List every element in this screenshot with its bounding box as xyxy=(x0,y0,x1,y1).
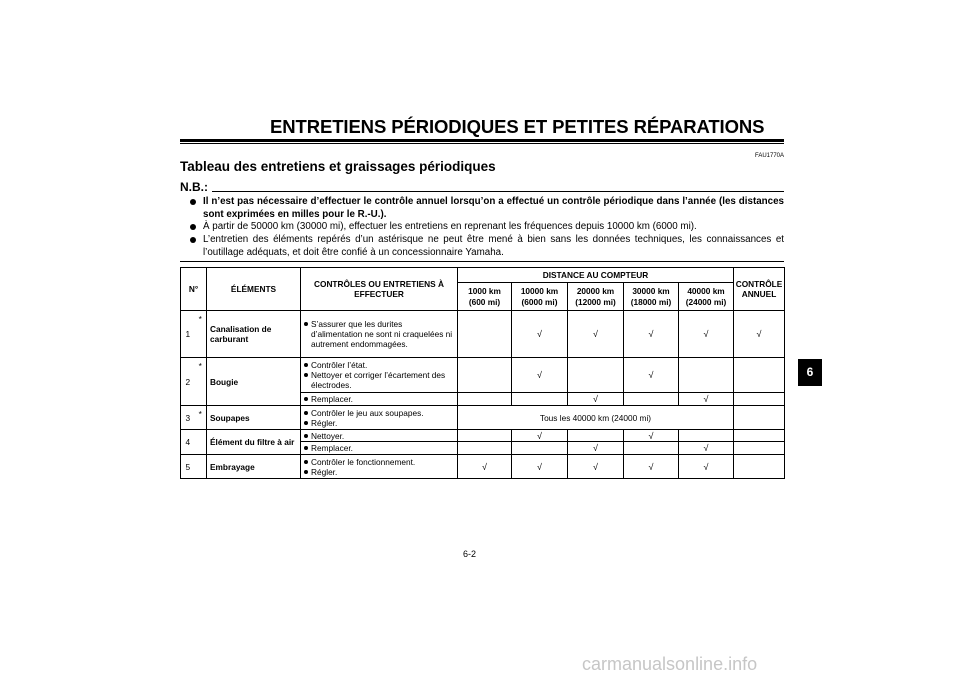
action-item: Nettoyer et corriger l’écartement des électrodes. xyxy=(301,370,455,390)
row-actions xyxy=(301,442,458,455)
check-cell xyxy=(679,358,734,393)
note-item xyxy=(190,195,784,221)
row-star: * xyxy=(195,311,207,358)
check-cell: √ xyxy=(679,393,734,406)
table-row xyxy=(181,406,785,430)
action-item: Nettoyer. xyxy=(301,431,455,441)
table-row xyxy=(181,311,785,358)
check-cell: √ xyxy=(624,430,679,442)
action-item: Remplacer. xyxy=(301,443,455,453)
header-km xyxy=(458,283,512,311)
check-cell xyxy=(568,358,624,393)
check-cell: √ xyxy=(568,311,624,358)
check-cell xyxy=(458,311,512,358)
row-star xyxy=(195,455,207,479)
header-distance: DISTANCE AU COMPTEUR xyxy=(458,268,734,283)
watermark: carmanualsonline.info xyxy=(582,654,758,674)
reference-code: FAU1770A xyxy=(755,153,785,159)
check-cell xyxy=(568,430,624,442)
action-item: Contrôler le jeu aux soupapes. xyxy=(301,408,455,418)
check-cell: √ xyxy=(512,455,568,479)
table-row xyxy=(181,358,785,393)
check-cell: √ xyxy=(512,311,568,358)
mi-label: (24000 mi) xyxy=(685,296,727,307)
header-actions: CONTRÔLES OU ENTRETIENS À EFFECTUER xyxy=(301,268,458,311)
check-cell xyxy=(624,442,679,455)
row-star: * xyxy=(195,406,207,430)
mi-label: (18000 mi) xyxy=(630,296,672,307)
row-element: Bougie xyxy=(207,358,301,406)
check-cell xyxy=(734,358,785,393)
check-cell: √ xyxy=(679,311,734,358)
table-row xyxy=(181,430,785,442)
row-actions xyxy=(301,455,458,479)
title-rule xyxy=(180,139,784,142)
check-cell xyxy=(512,393,568,406)
check-cell: √ xyxy=(458,455,512,479)
check-cell xyxy=(734,393,785,406)
action-item: S’assurer que les durites d’alimentation ne sont ni craquelées ni autrement endommagées. xyxy=(301,319,455,349)
bullet-icon xyxy=(190,199,196,205)
km-label: 30000 km xyxy=(632,286,670,296)
check-cell: √ xyxy=(512,358,568,393)
action-item: Remplacer. xyxy=(301,394,455,404)
km-label: 40000 km xyxy=(687,286,725,296)
header-num: N° xyxy=(181,268,207,311)
note-text: À partir de 50000 km (30000 mi), effectuer les entretiens en reprenant les fréquences depuis 10000 km (6000 mi). xyxy=(203,221,697,232)
check-cell: √ xyxy=(624,358,679,393)
row-star xyxy=(195,430,207,455)
page-number: 6-2 xyxy=(463,549,477,559)
row-actions xyxy=(301,311,458,358)
row-number: 4 xyxy=(181,430,195,455)
check-cell xyxy=(624,393,679,406)
nb-end-rule xyxy=(180,261,784,262)
header-element: ÉLÉMENTS xyxy=(207,268,301,311)
header-annual: CONTRÔLE ANNUEL xyxy=(734,268,785,311)
section-title: Tableau des entretiens et graissages périodiques xyxy=(180,159,496,174)
header-km xyxy=(568,283,624,311)
row-element: Élément du filtre à air xyxy=(207,430,301,455)
check-cell xyxy=(458,442,512,455)
chapter-title: ENTRETIENS PÉRIODIQUES ET PETITES RÉPARATIONS xyxy=(270,116,765,137)
action-item: Contrôler le fonctionnement. xyxy=(301,457,455,467)
check-cell: √ xyxy=(679,455,734,479)
check-cell: √ xyxy=(568,393,624,406)
row-number: 3 xyxy=(181,406,195,430)
action-item: Contrôler l’état. xyxy=(301,360,455,370)
row-actions xyxy=(301,393,458,406)
mi-label: (12000 mi) xyxy=(575,296,616,307)
header-km xyxy=(624,283,679,311)
check-cell xyxy=(458,393,512,406)
interval-text: Tous les 40000 km (24000 mi) xyxy=(458,406,734,430)
check-cell xyxy=(734,442,785,455)
mi-label: (600 mi) xyxy=(468,296,501,307)
check-cell xyxy=(734,455,785,479)
bullet-icon xyxy=(190,237,196,243)
check-cell xyxy=(458,430,512,442)
row-element: Soupapes xyxy=(207,406,301,430)
chapter-tab: 6 xyxy=(798,359,822,386)
title-rule-thin xyxy=(180,143,784,144)
km-label: 10000 km xyxy=(520,286,559,296)
table-row xyxy=(181,455,785,479)
row-actions xyxy=(301,406,458,430)
row-number: 1 xyxy=(181,311,195,358)
km-label: 1000 km xyxy=(468,286,501,296)
check-cell: √ xyxy=(734,311,785,358)
action-item: Régler. xyxy=(301,467,455,477)
row-star: * xyxy=(195,358,207,406)
note-text: Il n’est pas nécessaire d’effectuer le contrôle annuel lorsqu’on a effectué un contrôle périodique dans l’année (les distances sont exprimées en milles pour le R.-U.). xyxy=(203,196,784,220)
row-number: 5 xyxy=(181,455,195,479)
row-element: Embrayage xyxy=(207,455,301,479)
row-number: 2 xyxy=(181,358,195,406)
row-element: Canalisation de carburant xyxy=(207,311,301,358)
check-cell xyxy=(734,430,785,442)
row-actions xyxy=(301,430,458,442)
row-actions xyxy=(301,358,458,393)
header-km xyxy=(512,283,568,311)
check-cell: √ xyxy=(568,455,624,479)
nb-label: N.B.: xyxy=(180,180,208,194)
mi-label: (6000 mi) xyxy=(521,296,558,307)
check-cell: √ xyxy=(568,442,624,455)
check-cell: √ xyxy=(679,442,734,455)
check-cell xyxy=(458,358,512,393)
note-text: L’entretien des éléments repérés d’un astérisque ne peut être mené à bien sans les données techniques, les connaissances et l’outillage adéquats, et doit être confié à un concessionnaire Yamaha. xyxy=(203,234,784,258)
check-cell: √ xyxy=(624,311,679,358)
bullet-icon xyxy=(190,224,196,230)
check-cell: √ xyxy=(512,430,568,442)
maintenance-table xyxy=(180,267,785,479)
action-item: Régler. xyxy=(301,418,455,428)
check-cell xyxy=(512,442,568,455)
km-label: 20000 km xyxy=(576,286,615,296)
note-item xyxy=(190,220,784,233)
note-item xyxy=(190,233,784,259)
check-cell xyxy=(679,430,734,442)
header-km xyxy=(679,283,734,311)
check-cell: √ xyxy=(624,455,679,479)
nb-rule xyxy=(212,191,784,192)
check-cell xyxy=(734,406,785,430)
